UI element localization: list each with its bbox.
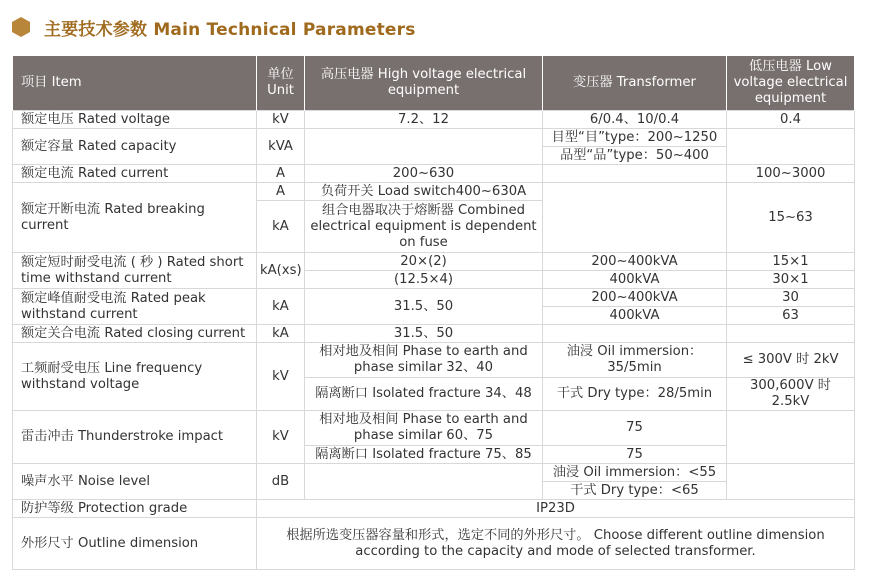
row-item: 工频耐受电压 Line frequency withstand voltage: [13, 343, 257, 411]
header-transformer: 变压器 Transformer: [543, 56, 727, 111]
row-hv: (12.5×4): [305, 271, 543, 289]
row-lv: 63: [727, 307, 855, 325]
row-tr: 油浸 Oil immersion：35/5min: [543, 343, 727, 378]
row-hv: 相对地及相间 Phase to earth and phase similar 60、75: [305, 411, 543, 446]
parameters-table: [12, 56, 855, 570]
row-lv: 0.4: [727, 111, 855, 129]
table-row: [13, 343, 855, 378]
title-text: 主要技术参数 Main Technical Parameters: [44, 19, 416, 40]
row-tr: 干式 Dry type：28/5min: [543, 378, 727, 411]
row-lv: 15~63: [727, 183, 855, 253]
row-item: 额定电流 Rated current: [13, 165, 257, 183]
row-unit: kA: [257, 289, 305, 325]
row-tr: 6/0.4、10/0.4: [543, 111, 727, 129]
hexagon-icon: [12, 17, 30, 37]
row-hv: 31.5、50: [305, 325, 543, 343]
row-hv: 隔离断口 Isolated fracture 75、85: [305, 446, 543, 464]
row-hv: 20×(2): [305, 253, 543, 271]
row-value: IP23D: [257, 500, 855, 518]
row-tr: 品型“品”type：50~400: [543, 147, 727, 165]
row-hv: [305, 464, 543, 500]
row-unit: kV: [257, 411, 305, 464]
row-lv: [727, 464, 855, 500]
row-item: 额定短时耐受电流 ( 秒 ) Rated short time withstand current: [13, 253, 257, 289]
row-item: 额定峰值耐受电流 Rated peak withstand current: [13, 289, 257, 325]
row-hv: 7.2、12: [305, 111, 543, 129]
row-lv: [727, 325, 855, 343]
row-lv: [727, 411, 855, 464]
section-title: [12, 14, 416, 40]
row-hv: 200~630: [305, 165, 543, 183]
row-tr: 目型“目”type：200~1250: [543, 129, 727, 147]
header-item: 项目 Item: [13, 56, 257, 111]
row-unit: kV: [257, 111, 305, 129]
row-hv: 负荷开关 Load switch400~630A: [305, 183, 543, 201]
row-item: 额定开断电流 Rated breaking current: [13, 183, 257, 253]
table-row: [13, 411, 855, 446]
row-tr: 400kVA: [543, 307, 727, 325]
row-item: 额定电压 Rated voltage: [13, 111, 257, 129]
row-lv: 100~3000: [727, 165, 855, 183]
header-unit: 单位 Unit: [257, 56, 305, 111]
row-tr: 干式 Dry type：<65: [543, 482, 727, 500]
table-row: [13, 464, 855, 482]
row-value: 根据所选变压器容量和形式，选定不同的外形尺寸。 Choose different outline dimension according to the capacity and mode of selected transformer.: [257, 518, 855, 570]
row-tr: 400kVA: [543, 271, 727, 289]
row-hv: 31.5、50: [305, 289, 543, 325]
row-unit: kA: [257, 201, 305, 253]
table-row: [13, 500, 855, 518]
table-row: [13, 518, 855, 570]
row-item: 额定容量 Rated capacity: [13, 129, 257, 165]
row-unit: kA: [257, 325, 305, 343]
row-lv: [727, 129, 855, 165]
row-tr: [543, 183, 727, 253]
table-row: [13, 111, 855, 129]
row-item: 雷击冲击 Thunderstroke impact: [13, 411, 257, 464]
row-hv: 相对地及相间 Phase to earth and phase similar 32、40: [305, 343, 543, 378]
row-hv: 隔离断口 Isolated fracture 34、48: [305, 378, 543, 411]
header-hv: 高压电器 High voltage electrical equipment: [305, 56, 543, 111]
row-tr: [543, 165, 727, 183]
row-tr: 200~400kVA: [543, 253, 727, 271]
row-lv: ≤ 300V 时 2kV: [727, 343, 855, 378]
row-tr: [543, 325, 727, 343]
table-row: [13, 289, 855, 307]
row-unit: kA(xs): [257, 253, 305, 289]
table-row: [13, 325, 855, 343]
row-lv: 30×1: [727, 271, 855, 289]
row-unit: kV: [257, 343, 305, 411]
header-row: [13, 56, 855, 111]
row-item: 外形尺寸 Outline dimension: [13, 518, 257, 570]
row-lv: 15×1: [727, 253, 855, 271]
row-unit: A: [257, 183, 305, 201]
table-row: [13, 183, 855, 201]
row-lv: 300,600V 时 2.5kV: [727, 378, 855, 411]
row-lv: 30: [727, 289, 855, 307]
table-row: [13, 253, 855, 271]
row-tr: 油浸 Oil immersion：<55: [543, 464, 727, 482]
row-hv: [305, 129, 543, 165]
row-hv: 组合电器取决于熔断器 Combined electrical equipment is dependent on fuse: [305, 201, 543, 253]
row-item: 额定关合电流 Rated closing current: [13, 325, 257, 343]
row-unit: kVA: [257, 129, 305, 165]
row-tr: 75: [543, 446, 727, 464]
row-unit: A: [257, 165, 305, 183]
row-tr: 75: [543, 411, 727, 446]
row-tr: 200~400kVA: [543, 289, 727, 307]
row-item: 噪声水平 Noise level: [13, 464, 257, 500]
header-lv: 低压电器 Low voltage electrical equipment: [727, 56, 855, 111]
table-row: [13, 165, 855, 183]
row-item: 防护等级 Protection grade: [13, 500, 257, 518]
row-unit: dB: [257, 464, 305, 500]
table-row: [13, 129, 855, 147]
